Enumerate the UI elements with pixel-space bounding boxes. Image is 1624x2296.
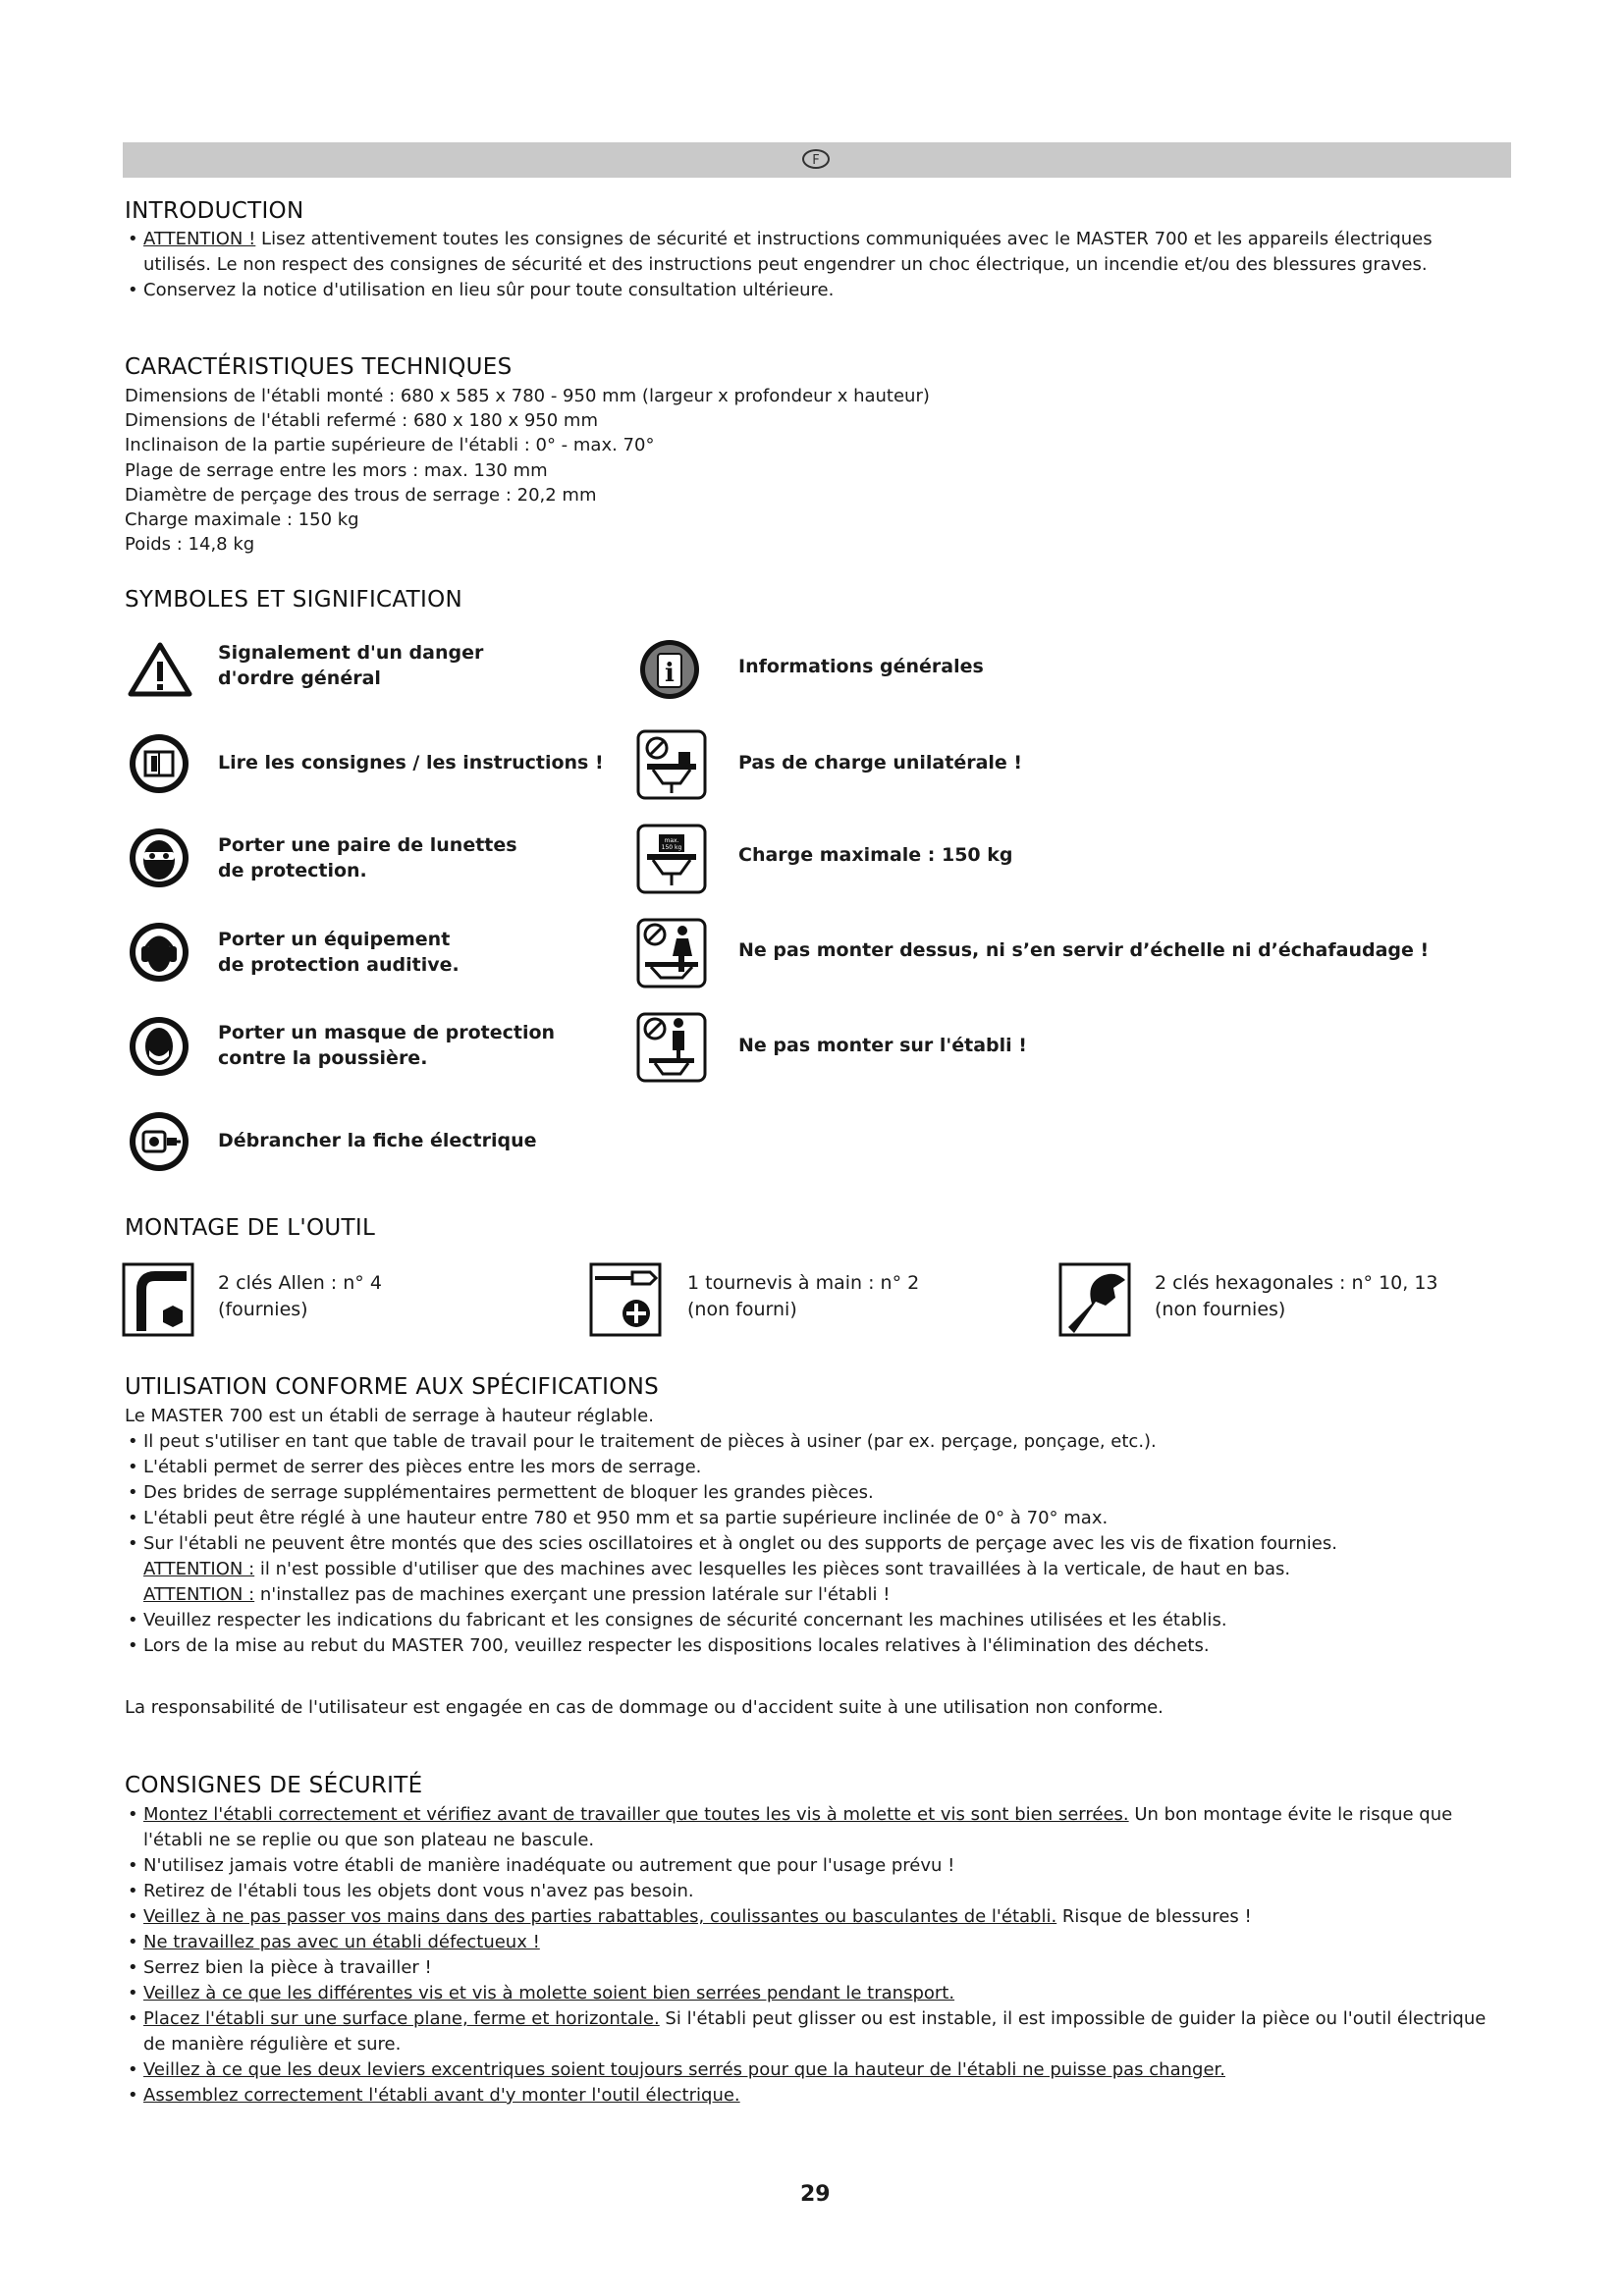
unplug-icon <box>128 1110 190 1173</box>
list-item: • Des brides de serrage supplémentaires permettent de bloquer les grandes pièces. <box>125 1480 1509 1506</box>
list-item: • L'établi permet de serrer des pièces entre les mors de serrage. <box>125 1455 1509 1480</box>
responsibility-note: La responsabilité de l'utilisateur est engagée en cas de dommage ou d'accident suite à une utilisation non conforme. <box>125 1697 1164 1718</box>
usage-block <box>125 1404 1509 1659</box>
symbol-label-no-unilateral-load: Pas de charge unilatérale ! <box>738 752 1023 774</box>
warning-triangle-icon <box>128 642 192 697</box>
wrench-icon <box>1058 1262 1131 1337</box>
safety-goggles-icon <box>128 827 190 889</box>
safety-list <box>125 1802 1509 2109</box>
usage-list-2 <box>125 1608 1509 1659</box>
section-title-specs: CARACTÉRISTIQUES TECHNIQUES <box>125 354 513 380</box>
max-load-icon <box>635 823 708 895</box>
max-load-badge-line1: max. <box>664 837 679 844</box>
spec-line: Diamètre de perçage des trous de serrage : 20,2 mm <box>125 484 597 506</box>
language-badge: F <box>802 149 830 169</box>
spec-line: Plage de serrage entre les mors : max. 130 mm <box>125 459 548 481</box>
section-title-safety: CONSIGNES DE SÉCURITÉ <box>125 1773 423 1798</box>
list-item: • Veillez à ne pas passer vos mains dans des parties rabattables, coulissantes ou basculantes de l'établi. Risque de blessures ! <box>125 1904 1509 1930</box>
read-instructions-icon <box>128 732 190 795</box>
list-item: • Assemblez correctement l'établi avant d'y monter l'outil électrique. <box>125 2083 1509 2109</box>
svg-text:i: i <box>665 659 675 688</box>
list-item: • Lors de la mise au rebut du MASTER 700, veuillez respecter les dispositions locales relatives à l'élimination des déchets. <box>125 1633 1509 1659</box>
list-item: • Placez l'établi sur une surface plane, ferme et horizontale. Si l'établi peut glisser ou est instable, il est impossible de guider la pièce ou l'outil électrique de manière régulière et sure. <box>125 2006 1509 2057</box>
list-item: • L'établi peut être réglé à une hauteur entre 780 et 950 mm et sa partie supérieure inclinée de 0° à 70° max. <box>125 1506 1509 1531</box>
screwdriver-icon <box>589 1262 662 1337</box>
section-title-usage: UTILISATION CONFORME AUX SPÉCIFICATIONS <box>125 1374 660 1400</box>
spec-line: Poids : 14,8 kg <box>125 534 255 556</box>
symbol-label-max-load: Charge maximale : 150 kg <box>738 844 1013 866</box>
list-item: • Veuillez respecter les indications du fabricant et les consignes de sécurité concernant les machines utilisées et les établis. <box>125 1608 1509 1633</box>
info-icon <box>638 638 701 701</box>
section-title-introduction: INTRODUCTION <box>125 198 304 224</box>
symbol-label-ear-protection: Porter un équipement de protection auditive. <box>218 929 460 976</box>
no-ladder-icon <box>635 917 708 989</box>
section-title-montage: MONTAGE DE L'OUTIL <box>125 1215 376 1241</box>
attention-note: ATTENTION : n'installez pas de machines exerçant une pression latérale sur l'établi ! <box>143 1584 891 1605</box>
usage-list <box>125 1429 1509 1557</box>
spec-line: Inclinaison de la partie supérieure de l'établi : 0° - max. 70° <box>125 435 655 456</box>
no-standing-icon <box>635 1011 708 1084</box>
introduction-list <box>125 227 1499 303</box>
symbol-label-read-instructions: Lire les consignes / les instructions ! <box>218 752 604 774</box>
list-item: • Il peut s'utiliser en tant que table de travail pour le traitement de pièces à usiner (par ex. perçage, ponçage, etc.). <box>125 1429 1509 1455</box>
symbol-label-no-ladder: Ne pas monter dessus, ni s’en servir d’échelle ni d’échafaudage ! <box>738 939 1430 961</box>
list-item: • ATTENTION ! Lisez attentivement toutes les consignes de sécurité et instructions communiquées avec le MASTER 700 et les appareils électriques utilisés. Le non respect des consignes de sécurité et des instructions peut engendrer un choc électrique, un incendie et/ou des blessures graves. <box>125 227 1499 278</box>
list-item: • N'utilisez jamais votre établi de manière inadéquate ou autrement que pour l'usage prévu ! <box>125 1853 1509 1879</box>
list-item: • Veillez à ce que les différentes vis et vis à molette soient bien serrées pendant le transport. <box>125 1981 1509 2006</box>
list-item: • Sur l'établi ne peuvent être montés que des scies oscillatoires et à onglet ou des supports de perçage avec les vis de fixation fournies. <box>125 1531 1509 1557</box>
section-title-symbols: SYMBOLES ET SIGNIFICATION <box>125 587 462 613</box>
symbol-label-unplug: Débrancher la fiche électrique <box>218 1130 537 1151</box>
tool-screwdriver: 1 tournevis à main : n° 2 (non fourni) <box>687 1272 920 1320</box>
tool-hex-keys: 2 clés hexagonales : n° 10, 13 (non fournies) <box>1155 1272 1438 1320</box>
no-unilateral-load-icon <box>635 728 708 801</box>
symbol-label-goggles: Porter une paire de lunettes de protection. <box>218 834 517 881</box>
list-item: • Veillez à ce que les deux leviers excentriques soient toujours serrés pour que la hauteur de l'établi ne puisse pas changer. <box>125 2057 1509 2083</box>
spec-line: Charge maximale : 150 kg <box>125 509 359 531</box>
list-item: • Conservez la notice d'utilisation en lieu sûr pour toute consultation ultérieure. <box>125 278 1499 303</box>
list-item: • Ne travaillez pas avec un établi défectueux ! <box>125 1930 1509 1955</box>
usage-intro: Le MASTER 700 est un établi de serrage à hauteur réglable. <box>125 1406 654 1426</box>
symbol-label-warning: Signalement d'un danger d'ordre général <box>218 642 484 689</box>
attention-link[interactable]: ATTENTION : <box>143 1584 255 1605</box>
list-item: • Serrez bien la pièce à travailler ! <box>125 1955 1509 1981</box>
tool-allen-keys: 2 clés Allen : n° 4 (fournies) <box>218 1272 382 1320</box>
max-load-badge-line2: 150 kg <box>661 844 682 851</box>
specs-list <box>125 384 930 557</box>
symbol-label-dust-mask: Porter un masque de protection contre la poussière. <box>218 1022 556 1069</box>
page-number: 29 <box>800 2182 831 2207</box>
symbol-label-no-standing: Ne pas monter sur l'établi ! <box>738 1035 1027 1056</box>
attention-link[interactable]: ATTENTION : <box>143 1559 255 1579</box>
list-item: • Retirez de l'établi tous les objets dont vous n'avez pas besoin. <box>125 1879 1509 1904</box>
symbol-label-info: Informations générales <box>738 656 984 677</box>
allen-key-icon <box>122 1262 194 1337</box>
spec-line: Dimensions de l'établi refermé : 680 x 180 x 950 mm <box>125 410 599 432</box>
attention-link[interactable]: ATTENTION ! <box>143 229 256 249</box>
ear-protection-icon <box>128 921 190 984</box>
attention-note: ATTENTION : il n'est possible d'utiliser que des machines avec lesquelles les pièces sont travaillées à la verticale, de haut en bas. <box>143 1559 1291 1579</box>
dust-mask-icon <box>128 1015 190 1078</box>
list-item: • Montez l'établi correctement et vérifiez avant de travailler que toutes les vis à molette et vis sont bien serrées. Un bon montage évite le risque que l'établi ne se replie ou que son plateau ne bascule. <box>125 1802 1509 1853</box>
spec-line: Dimensions de l'établi monté : 680 x 585 x 780 - 950 mm (largeur x profondeur x hauteur) <box>125 386 930 406</box>
